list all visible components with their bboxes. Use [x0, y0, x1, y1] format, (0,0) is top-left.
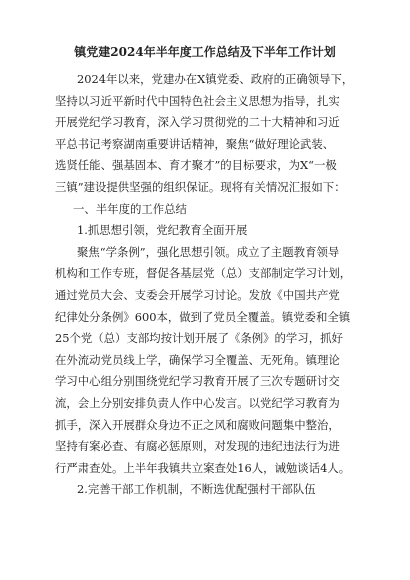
document-line: 在外流动党员线上学，确保学习全覆盖、无死角。镇理论 — [55, 352, 340, 367]
document-title: 镇党建2024年半年度工作总结及下半年工作计划 — [74, 45, 336, 59]
document-line: 三镇”建设提供坚强的组织保证。现将有关情况汇报如下： — [55, 179, 346, 194]
document-line: 坚持以习近平新时代中国特色社会主义思想为指导，扎实 — [55, 93, 340, 108]
document-body — [55, 69, 355, 501]
document-line: 学习中心组分别围绕党纪学习教育开展了三次专题研讨交 — [55, 374, 340, 389]
document-line: 行严肃查处。上半年我镇共立案查处16人，诫勉谈话4人。 — [55, 460, 351, 475]
document-line: 流，会上分别安排负责人作中心发言。以党纪学习教育为 — [55, 395, 340, 410]
document-line: 25个党（总）支部均按计划开展了《条例》的学习，抓好 — [55, 331, 343, 346]
document-line: 选贤任能、强基固本、育才聚才”的目标要求，为X“一极 — [55, 158, 337, 173]
document-line: 一、半年度的工作总结 — [73, 201, 187, 216]
document-line: 抓手，深入开展群众身边不正之风和腐败问题集中整治， — [55, 417, 340, 432]
document-line: 开展党纪学习教育，深入学习贯彻党的二十大精神和习近 — [55, 115, 340, 130]
document-line: 聚焦“学条例”，强化思想引领。成立了主题教育领导 — [77, 244, 340, 259]
document-line: 2024年以来，党建办在X镇党委、政府的正确领导下， — [77, 72, 354, 86]
document-line: 1.抓思想引领，党纪教育全面开展 — [77, 223, 248, 238]
document-line: 2.完善干部工作机制，不断选优配强村干部队伍 — [77, 482, 316, 497]
document-line: 机构和工作专班，督促各基层党（总）支部制定学习计划， — [55, 266, 352, 281]
document-line: 坚持有案必查、有腐必惩原则，对发现的违纪违法行为进 — [55, 439, 340, 454]
document-line: 纪律处分条例》600本，做到了党员全覆盖。镇党委和全镇 — [55, 309, 351, 324]
document-line: 平总书记考察湖南重要讲话精神，聚焦“做好理论武装、 — [55, 136, 335, 151]
document-line: 通过党员大会、支委会开展学习讨论。发放《中国共产党 — [55, 287, 340, 302]
